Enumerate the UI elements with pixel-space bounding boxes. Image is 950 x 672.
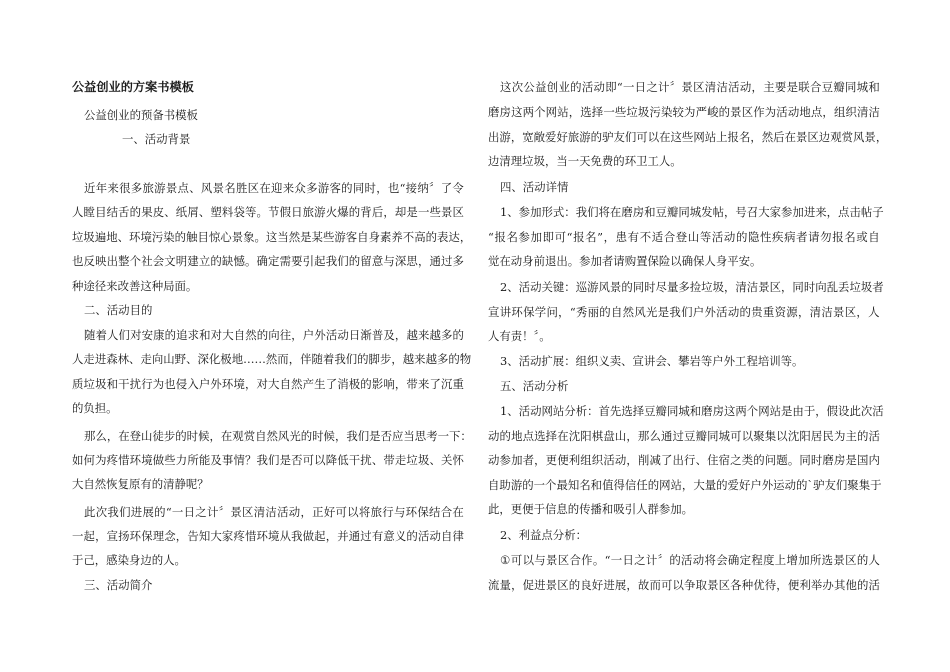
paragraph-line: ① 可 以 与 景 区 合 作 。 “ 一 日 之 计 〞 的 活 动 将 会 确 定 程 度 上 增 加 所 选 景 区 的 人 xyxy=(500,553,880,567)
paragraph-line: 一 起 ， 宣 扬 环 保 理 念 ， 告 知 大 家 疼 惜 环 境 从 我 做 起 ， 并 通 过 有 意 义 的 活 动 自 律 xyxy=(72,529,464,543)
paragraph-line: 于己，感染身边的人。 xyxy=(72,553,186,567)
paragraph-line: 1 、 参 加 形 式 ： 我 们 将 在 磨 房 和 豆 瓣 同 城 发 帖 ， 号 召 大 家 参 加 进 来 ， 点 击 帖 子 xyxy=(500,205,884,219)
section-heading-purpose: 二、活动目的 xyxy=(84,303,153,317)
paragraph-line: 边清理垃圾，当一天免费的环卫工人。 xyxy=(488,154,682,168)
paragraph-line: 质 垃 圾 和 干 扰 行 为 也 侵 入 户 外 环 境 ， 对 大 自 然 产 生 了 消 极 的 影 响 ， 带 来 了 沉 重 xyxy=(72,377,464,391)
paragraph-line: 1 、 活 动 网 站 分 析 ： 首 先 选 择 豆 瓣 同 城 和 磨 房 这 两 个 网 站 是 由 于 ， 假 设 此 次 活 xyxy=(500,404,884,418)
paragraph-line: 如 何 为 疼 惜 环 境 做 些 力 所 能 及 事 情 ？ 我 们 是 否 可 以 降 低 干 扰 、 带 走 垃 圾 、 关 怀 xyxy=(72,453,464,467)
paragraph-line: 人 瞠 目 结 舌 的 果 皮 、 纸 屑 、 塑 料 袋 等 。 节 假 日 旅 游 火 爆 的 背 后 ， 却 是 一 些 景 区 xyxy=(72,205,464,219)
paragraph-line: 的负担。 xyxy=(72,401,118,415)
document-subtitle: 公益创业的预备书模板 xyxy=(84,108,198,122)
paragraph-line: 也 反 映 出 整 个 社 会 文 明 建 立 的 缺 憾 。 确 定 需 要 引 起 我 们 的 留 意 与 深 思 ， 通 过 多 xyxy=(72,254,464,268)
paragraph-line: 大自然恢复原有的清静呢？ xyxy=(72,477,209,491)
document-title: 公益创业的方案书模板 xyxy=(72,80,194,94)
paragraph-line: 磨 房 这 两 个 网 站 ， 选 择 一 些 垃 圾 污 染 较 为 严 峻 的 景 区 作 为 活 动 地 点 ， 组 织 清 洁 xyxy=(488,105,880,119)
paragraph-line: 流 量 ， 促 进 景 区 的 良 好 进 展 ， 故 而 可 以 争 取 景 区 各 种 优 待 ， 便 利 举 办 其 他 的 活 xyxy=(488,578,880,592)
paragraph-line: 动 的 地 点 选 择 在 沈 阳 棋 盘 山 ， 那 么 通 过 豆 瓣 同 城 可 以 聚 集 以 沈 阳 居 民 为 主 的 活 xyxy=(488,429,880,443)
paragraph-line: 此，更便于信息的传播和吸引人群参加。 xyxy=(488,502,694,516)
paragraph-line: 人有责！〞。 xyxy=(488,329,551,343)
paragraph-line: 那 么 ， 在 登 山 徒 步 的 时 候 ， 在 观 赏 自 然 风 光 的 时 候 ， 我 们 是 否 应 当 思 考 一 下 ： xyxy=(84,429,472,443)
section-heading-details: 四、活动详情 xyxy=(500,180,569,194)
paragraph-line: 觉在动身前退出。参加者请购置保险以确保人身平安。 xyxy=(488,254,762,268)
paragraph-line: “ 报 名 参 加 即 可 “ 报 名 ” ， 患 有 不 适 合 登 山 等 活 动 的 隐 性 疾 病 者 请 勿 报 名 或 自 xyxy=(488,230,880,244)
paragraph-line: 自 助 游 的 一 个 最 知 名 和 值 得 信 任 的 网 站 ， 大 量 的 爱 好 户 外 运 动 的 ` 驴 友 们 聚 集 于 xyxy=(488,478,882,492)
paragraph-line: 种途径来改善这种局面。 xyxy=(72,279,198,293)
paragraph-line: 宣 讲 环 保 学 问 ， “ 秀 丽 的 自 然 风 光 是 我 们 户 外 活 动 的 贵 重 资 源 ， 清 洁 景 区 ， 人 xyxy=(488,305,880,319)
paragraph-line: 此 次 我 们 进 展 的 “ 一 日 之 计 〞 景 区 清 洁 活 动 ， 正 好 可 以 将 旅 行 与 环 保 结 合 在 xyxy=(84,505,464,519)
paragraph-line: 近 年 来 很 多 旅 游 景 点 、 风 景 名 胜 区 在 迎 来 众 多 游 客 的 同 时 ， 也 “ 接 纳 〞 了 令 xyxy=(84,181,464,195)
paragraph-line: 垃 圾 遍 地 、 环 境 污 染 的 触 目 惊 心 景 象 。 这 当 然 是 某 些 游 客 自 身 素 养 不 高 的 表 达 ， xyxy=(72,230,472,244)
paragraph-line: 3、活动扩展：组织义卖、宣讲会、攀岩等户外工程培训等。 xyxy=(500,354,804,368)
paragraph-line: 这 次 公 益 创 业 的 活 动 即 “ 一 日 之 计 〞 景 区 清 洁 活 动 ， 主 要 是 联 合 豆 瓣 同 城 和 xyxy=(500,80,880,94)
paragraph-line: 2 、 活 动 关 键 ： 巡 游 风 景 的 同 时 尽 量 多 捡 垃 圾 ， 清 洁 景 区 ， 同 时 向 乱 丢 垃 圾 者 xyxy=(500,280,884,294)
paragraph-line: 随 着 人 们 对 安 康 的 追 求 和 对 大 自 然 的 向 往 ， 户 外 活 动 日 渐 普 及 ， 越 来 越 多 的 xyxy=(84,328,464,342)
section-heading-analysis: 五、活动分析 xyxy=(500,379,569,393)
paragraph-line: 人 走 进 森 林 、 走 向 山 野 、 深 化 极 地 … … 然 而 ， 伴 随 着 我 们 的 脚 步 ， 越 来 越 多 的 物 xyxy=(72,352,472,366)
paragraph-line: 2、利益点分析： xyxy=(500,528,587,542)
section-heading-intro: 三、活动简介 xyxy=(84,578,153,592)
paragraph-line: 出 游 ， 宽 敞 爱 好 旅 游 的 驴 友 们 可 以 在 这 些 网 站 上 报 名 ， 然 后 在 景 区 边 观 赏 风 景 ， xyxy=(488,130,888,144)
section-heading-background: 一、活动背景 xyxy=(122,132,191,146)
paragraph-line: 动 参 加 者 ， 更 便 利 组 织 活 动 ， 削 减 了 出 行 、 住 宿 之 类 的 问 题 。 同 时 磨 房 是 国 内 xyxy=(488,453,880,467)
